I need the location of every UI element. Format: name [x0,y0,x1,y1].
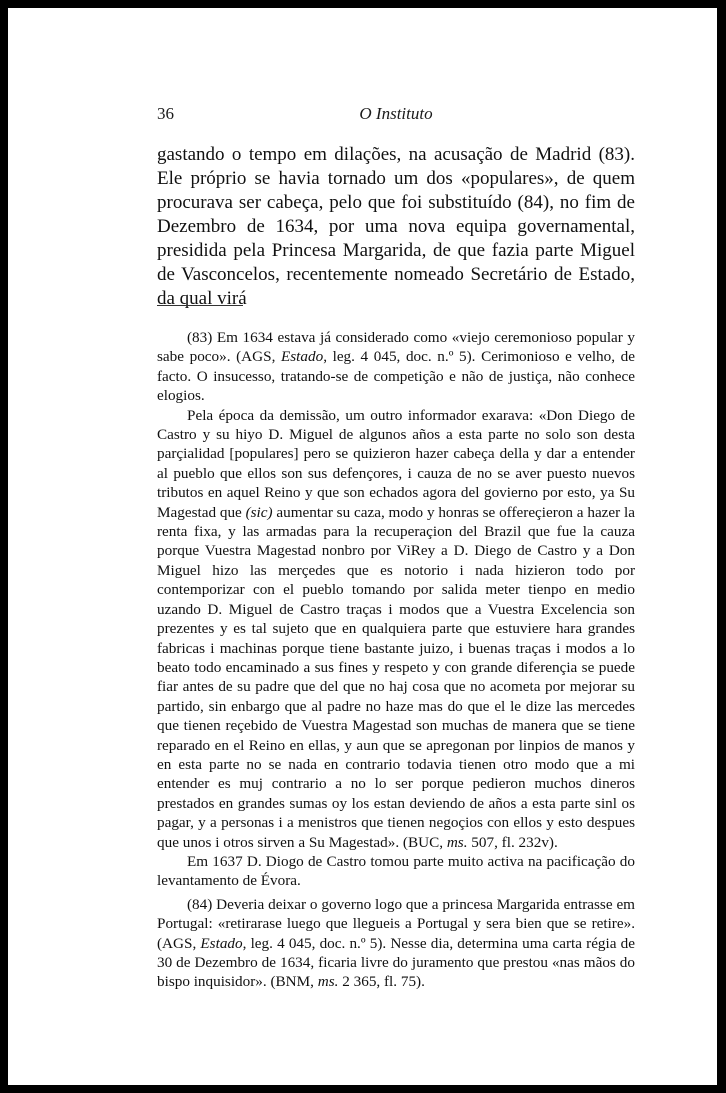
document-page [8,8,717,1085]
footnote-83-text-a: (83) Em 1634 estava já considerado como «viejo ceremonioso popular y sabe poco». (AGS, [157,329,635,366]
page-header [157,104,635,128]
footnote-84-text-c: 2 365, fl. 75). [338,973,425,991]
footnote-84-source-italic: Estado [200,934,243,952]
page-number: 36 [157,104,174,123]
body-paragraph: gastando o tempo em dilações, na acusação de Madrid (83). Ele próprio se havia tornado um dos «populares», de quem procurava ser cabeça, pelo que foi substituído (84), no fim de Dezembro de 1634, por uma nova equipa governamental, presidida pela Princesa Margarida, de que fazia parte Miguel de Vasconcelos, recentemente nomeado Secretário de Estado, da qual virá [157,144,635,309]
manuscript-abbrev: ms. [317,973,339,991]
footnote-83-evora: Em 1637 D. Diogo de Castro tomou parte muito activa na pacificação do levantamento de Évora. [157,852,635,890]
manuscript-abbrev: ms. [446,833,468,851]
footnote-83-quote-b: aumentar su caza, modo y honras se offereçieron a hazer la renta fixa, y las armadas para la recuperaçion del Brazil que fue la cauza porque Vuestra Magestad nonbro por ViRey a D. Diego de Castro y a Don Miguel hizo las merçedes que es notorio i nada hizieron todo por contemporizar con el pueblo tomando por salida meter tienpo en medio uzando D. Miguel de Castro traças i modos que a Vuestra Excelencia son prezentes y es tal sujeto que en qualquiera parte que estuviere hara grandes fabricas i machinas porque tiene bastante juizo, i buenas traças i modos a lo beato todo encaminado a sus fines y respeto y con grande diferençia se puede fiar antes de su padre que del que no haj cosa que no acometa por mejorar su partido, sin enbargo que al padre no haze mas do que el le dize las mercedes que tienen reçebido de Vuestra Magestad son muchas de manera que se tiene reparado en el Reino en ellas, y aun que se apregonan por linpios de manos y en esta parte no se nada en contrario todavia tienen otro modo que a mi entender es muj contrario a no lo ser porque pedieron muchos dineros prestados en grandes sumas oy los estan deviendo de años a esta parte sinl os pagar, y a personas i a menistros que tienen negoçios con ellos y esto despues que unos i otros sirven a Su Magestad». (BUC, [157,503,635,851]
footnote-83 [157,328,635,406]
footnote-84-text-b: , leg. 4 045, doc. n.º 5). Nesse dia, determina uma carta régia de 30 de Dezembro de 1634, ficaria livre do juramento que prestou «nas mãos do bispo inquisidor». (BNM, [157,934,635,991]
footnote-separator [157,305,243,306]
footnote-83-text-b: , leg. 4 045, doc. n.º 5). Cerimonioso e velho, de facto. O insucesso, tratando-se de competição e não de justiça, não conhece elogios. [157,348,635,405]
running-title: O Instituto [359,104,433,123]
footnote-84 [157,895,635,992]
footnote-83-quote [157,406,635,852]
sic-marker: (sic) [245,503,273,521]
footnote-84-text-a: (84) Deveria deixar o governo logo que a princesa Margarida entrasse em Portugal: «retirarase luego que llegueis a Portugal y sera bien que se retire». (AGS, [157,895,635,952]
footnotes [157,328,635,992]
footnote-83-source-italic: Estado [280,348,324,366]
footnote-83-quote-c: 507, fl. 232v). [467,833,558,851]
footnote-83-quote-a: Pela época da demissão, um outro informador exarava: «Don Diego de Castro y su hiyo D. Miguel de algunos años a esta parte no solo son desta parçialidad [populares] pero se quizieron hazer cabeça della y dar a entender al pueblo que ellos son sus defençores, i cauza de no se aver puesto nuevos tributos en aquel Reino y que son echados agora del govierno por esto, ya Su Magestad que [157,406,635,521]
